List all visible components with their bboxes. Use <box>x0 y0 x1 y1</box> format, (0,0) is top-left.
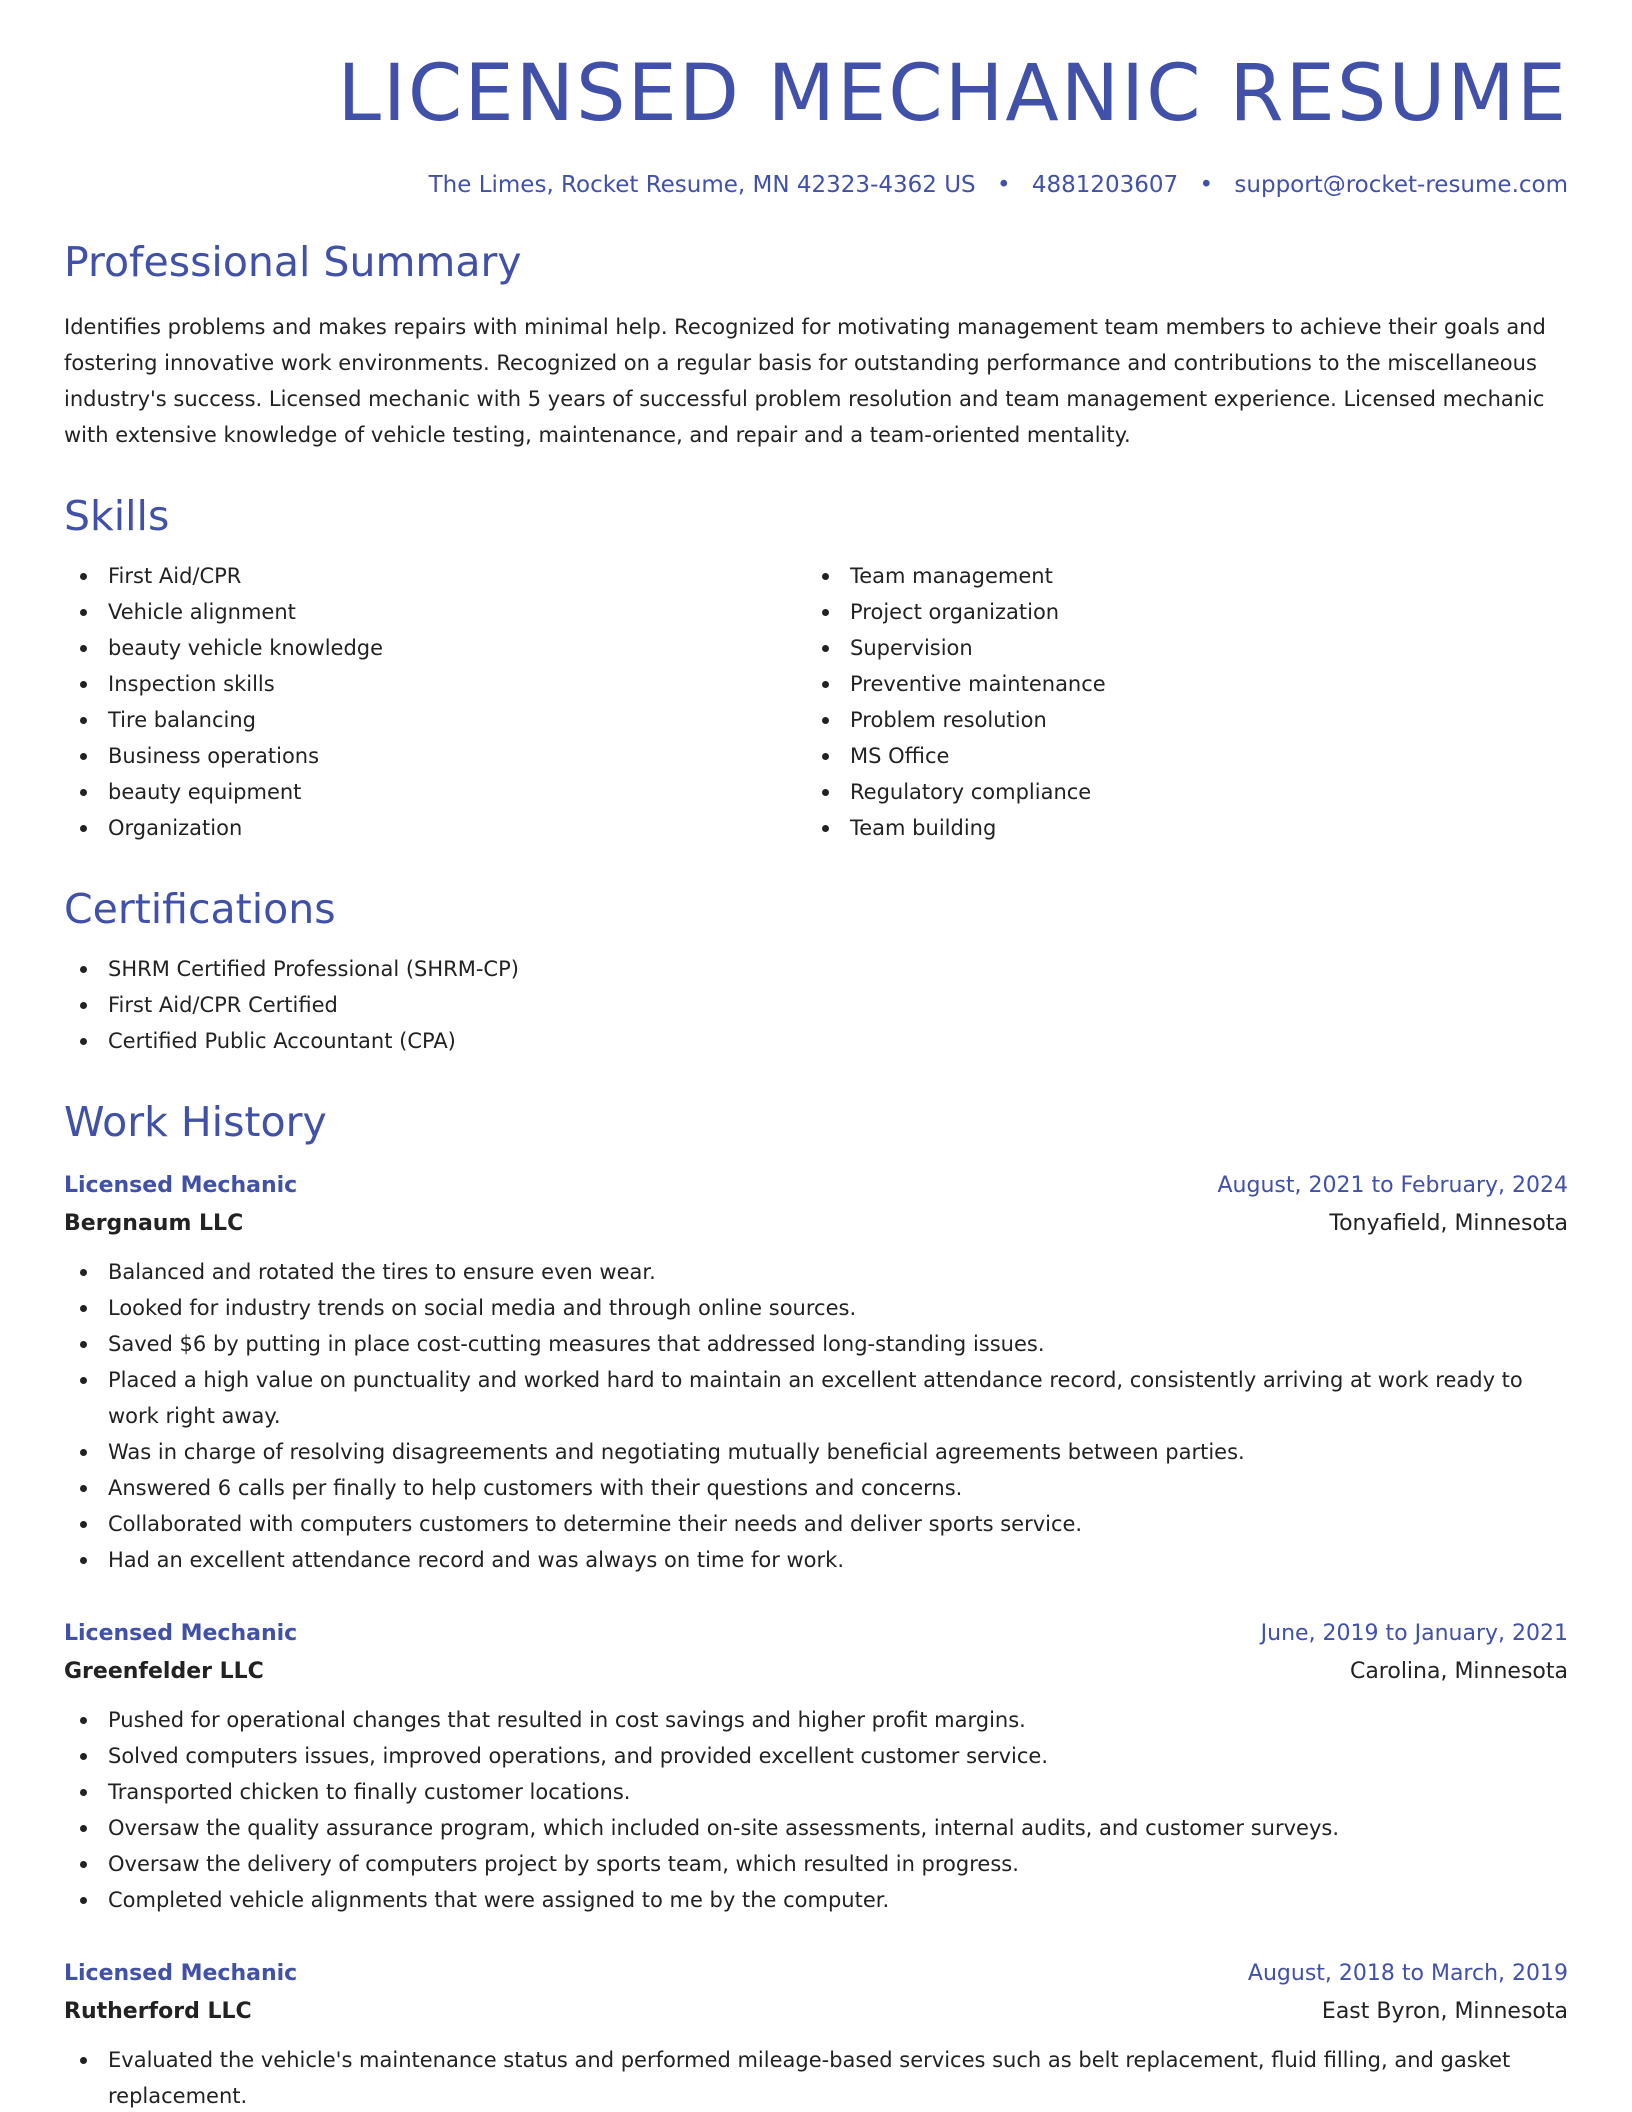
certification-item: Certified Public Accountant (CPA) <box>64 1023 1568 1059</box>
skills-list-right <box>806 558 1548 846</box>
job-duty: Was in charge of resolving disagreements and negotiating mutually beneficial agreements between parties. <box>64 1434 1568 1470</box>
job-header-row <box>64 1168 1568 1204</box>
resume-title: LICENSED MECHANIC RESUME <box>337 49 1568 139</box>
skill-item: Problem resolution <box>806 702 1548 738</box>
skill-item: Preventive maintenance <box>806 666 1548 702</box>
job-location: Carolina, Minnesota <box>1349 1658 1568 1684</box>
job-duty: Solved computers issues, improved operations, and provided excellent customer service. <box>64 1738 1568 1774</box>
job-title: Licensed Mechanic <box>64 1172 298 1198</box>
job-duties-list <box>64 1254 1568 1578</box>
certification-item: SHRM Certified Professional (SHRM-CP) <box>64 951 1568 987</box>
job-duty: Collaborated with computers customers to determine their needs and deliver sports service. <box>64 1506 1568 1542</box>
job-dates: August, 2021 to February, 2024 <box>1217 1172 1568 1198</box>
job-duty: Saved $6 by putting in place cost-cutting measures that addressed long-standing issues. <box>64 1326 1568 1362</box>
contact-address: The Limes, Rocket Resume, MN 42323-4362 US <box>428 171 976 198</box>
skill-item: Tire balancing <box>64 702 806 738</box>
job-header-row <box>64 1616 1568 1652</box>
skill-item: beauty vehicle knowledge <box>64 630 806 666</box>
job-entry <box>64 1616 1568 1918</box>
skills-grid <box>64 540 1568 846</box>
job-dates: June, 2019 to January, 2021 <box>1260 1620 1568 1646</box>
job-company-row <box>64 1992 1568 2032</box>
job-location: Tonyafield, Minnesota <box>1329 1210 1568 1236</box>
contact-separator: • <box>1199 171 1214 198</box>
skill-item: MS Office <box>806 738 1548 774</box>
summary-section <box>64 239 1568 452</box>
job-company-row <box>64 1652 1568 1692</box>
job-location: East Byron, Minnesota <box>1321 1998 1568 2024</box>
skill-item: Project organization <box>806 594 1548 630</box>
skill-item: beauty equipment <box>64 774 806 810</box>
job-duty: Transported chicken to finally customer locations. <box>64 1774 1568 1810</box>
skill-item: Team building <box>806 810 1548 846</box>
skills-column-right <box>806 540 1548 846</box>
resume-header <box>64 0 1568 199</box>
job-duty: Completed vehicle alignments that were assigned to me by the computer. <box>64 1882 1568 1918</box>
contact-line <box>64 172 1568 200</box>
job-company-row <box>64 1204 1568 1244</box>
contact-phone: 4881203607 <box>1031 171 1179 198</box>
job-duty: Placed a high value on punctuality and worked hard to maintain an excellent attendance record, consistently arriving at work ready to work right away. <box>64 1362 1568 1434</box>
job-duty: Pushed for operational changes that resulted in cost savings and higher profit margins. <box>64 1702 1568 1738</box>
job-duty: Oversaw the delivery of computers project by sports team, which resulted in progress. <box>64 1846 1568 1882</box>
summary-text: Identifies problems and makes repairs with minimal help. Recognized for motivating management team members to achieve their goals and fostering innovative work environments. Recognized on a regular basis for outstanding performance and contributions to the miscellaneous industry's success. Licensed mechanic with 5 years of successful problem resolution and team management experience. Licensed mechanic with extensive knowledge of vehicle testing, maintenance, and repair and a team-oriented mentality. <box>64 314 1546 447</box>
contact-separator: • <box>996 171 1011 198</box>
work-history-section <box>64 1099 1568 2112</box>
skill-item: Business operations <box>64 738 806 774</box>
work-history-heading: Work History <box>64 1097 327 1146</box>
job-title: Licensed Mechanic <box>64 1960 298 1986</box>
skill-item: Organization <box>64 810 806 846</box>
skill-item: Team management <box>806 558 1548 594</box>
job-entry <box>64 1168 1568 1578</box>
certifications-heading: Certifications <box>64 884 336 933</box>
skill-item: Supervision <box>806 630 1548 666</box>
job-duty: Looked for industry trends on social media and through online sources. <box>64 1290 1568 1326</box>
skills-section <box>64 493 1568 846</box>
certification-item: First Aid/CPR Certified <box>64 987 1568 1023</box>
skills-heading: Skills <box>64 491 170 540</box>
job-duty: Evaluated the vehicle's maintenance status and performed mileage-based services such as belt replacement, fluid filling, and gasket replacement. <box>64 2042 1568 2112</box>
job-header-row <box>64 1956 1568 1992</box>
skill-item: Vehicle alignment <box>64 594 806 630</box>
job-dates: August, 2018 to March, 2019 <box>1247 1960 1568 1986</box>
job-duty: Had an excellent attendance record and was always on time for work. <box>64 1542 1568 1578</box>
skills-column-left <box>64 540 806 846</box>
job-duty: Balanced and rotated the tires to ensure even wear. <box>64 1254 1568 1290</box>
skill-item: Inspection skills <box>64 666 806 702</box>
skills-list-left <box>64 558 806 846</box>
job-duties-list <box>64 1702 1568 1918</box>
job-entry <box>64 1956 1568 2112</box>
job-company: Bergnaum LLC <box>64 1210 244 1236</box>
job-company: Greenfelder LLC <box>64 1658 264 1684</box>
job-company: Rutherford LLC <box>64 1998 252 2024</box>
certifications-section <box>64 886 1568 1059</box>
job-duties-list <box>64 2042 1568 2112</box>
contact-email: support@rocket-resume.com <box>1234 171 1568 198</box>
job-duty: Oversaw the quality assurance program, which included on-site assessments, internal audits, and customer surveys. <box>64 1810 1568 1846</box>
job-title: Licensed Mechanic <box>64 1620 298 1646</box>
summary-heading: Professional Summary <box>64 238 522 287</box>
job-duty: Answered 6 calls per finally to help customers with their questions and concerns. <box>64 1470 1568 1506</box>
skill-item: Regulatory compliance <box>806 774 1548 810</box>
skill-item: First Aid/CPR <box>64 558 806 594</box>
certifications-list <box>64 951 1568 1059</box>
